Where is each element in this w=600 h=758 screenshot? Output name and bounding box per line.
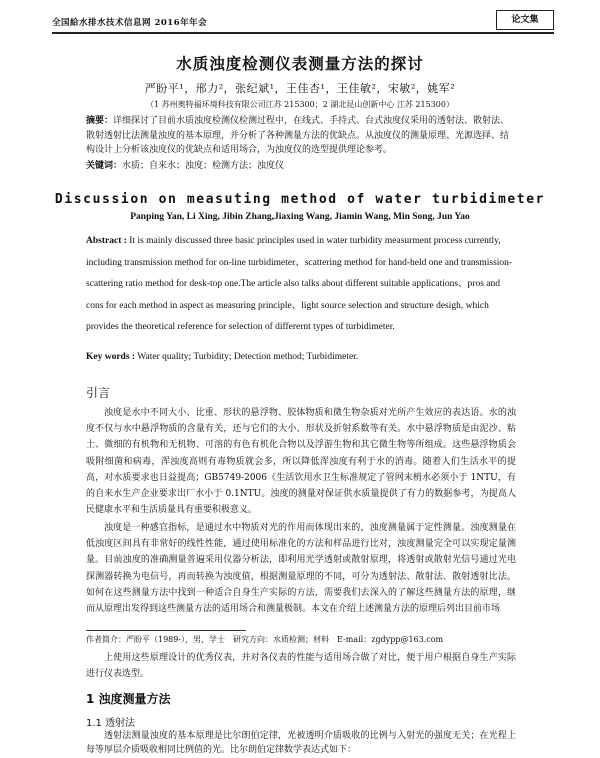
paper-title-cn: 水质浊度检测仪表测量方法的探讨 <box>176 55 424 73</box>
keywords-en-text: Water quality; Turbidity; Detection method; Turbidimeter. <box>137 352 359 362</box>
section-1-1-paragraph: 透射法测量浊度的基本原理是比尔朗伯定律，光被透明介质吸收的比例与入射光的强度无关；在光程上每等厚层介质吸收相同比例值的光。比尔朗伯定律数学表达式如下： <box>86 731 516 755</box>
author-footnote: 作者简介：严盼平（1989-），男，学士 研究方向：水质检测；材料 E-mail：zgdypp@163.com <box>86 635 444 644</box>
abstract-en <box>86 231 516 339</box>
abstract-en-label: Abstract : <box>86 236 127 246</box>
paper-title-en: Discussion on measuting method of water turbidimeter <box>54 192 546 207</box>
authors-en: Panping Yan, Li Xing, Jibin Zhang,Jiaxing Wang, Jiamin Wang, Min Song, Jun Yao <box>130 212 470 222</box>
authors-cn: 严盼平¹，邢力²，张纪斌¹，王佳杏¹，王佳敏²，宋敏²，姚军² <box>144 82 456 95</box>
section-1-heading: 1 浊度测量方法 <box>86 692 171 706</box>
footnote-divider <box>86 630 246 631</box>
keywords-en-label: Key words : <box>86 352 136 362</box>
keywords-cn-label: 关键词： <box>86 161 123 171</box>
abstract-cn-label: 摘要： <box>86 116 114 126</box>
intro-heading: 引言 <box>86 386 111 400</box>
keywords-cn <box>86 158 516 171</box>
keywords-en <box>86 352 516 362</box>
intro-paragraph-1: 浊度是水中不同大小、比重、形状的悬浮物、胶体物质和微生物杂质对光所产生效应的表达语。水的浊度不仅与水中悬浮物质的含量有关，还与它们的大小、形状及折射系数等有关。水中悬浮物质是由泥沙、粘土、微细的有机物和无机物、可溶的有色有机化合物以及浮游生物和其它微生物等所组成。这些悬浮物质会吸附细菌和病毒，浑浊度高则有毒物质就会多，所以降低浑浊度有利于水的消毒。随着人们生活水平的提高，对水质要求也日益提高；GB5749-2006《生活饮用水卫生标准规定了管网末梢水必须小于 1NTU，有的自来水生产企业要求出厂水小于 0.1NTU。浊度的测量对保证供水质量提供了有力的数据参考，为提高人民健康水平和生活质量具有重要积极意义。 <box>86 408 516 516</box>
section-tag: 论文集 <box>496 10 554 30</box>
keywords-cn-text: 水质；自来水；浊度；检测方法；浊度仪 <box>122 161 285 171</box>
abstract-cn-text: 详细探讨了目前水质浊度检测仪检测过程中，在线式、手持式、台式浊度仪采用的透射法、散射法、散射透射比法测量浊度的基本原理，并分析了各种测量方法的优缺点。从浊度仪的测量原理、光源选择、结构设计上分析该浊度仪的优缺点和适用场合，为浊度仪的选型提供理论参考。 <box>86 116 510 155</box>
running-header <box>52 14 554 34</box>
section-1-1-heading: 1.1 透射法 <box>86 718 136 729</box>
intro-paragraph-2: 浊度是一种感官指标，是通过水中物质对光的作用而体现出来的，浊度测量属于定性测量。浊度测量在低浊度区间具有非常好的线性性能，通过使用标准化的方法和样品进行比对，浊度测量完全可以实现定量测量。目前浊度的准确测量普遍采用仪器分析法，即利用光学透射或散射原理，将透射或散射光信号通过光电探测器转换为电信号，再而转换为浊度值，根据测量原理的不同，可分为透射法、散射法、散射透射比法。如何在这些测量方法中找到一种适合自身生产实际的方法，需要我们去深入的了解这些测量方法的原理，继而从原理出发得到这些测量方法的适用场合和测量极制。本文在介绍上述测量方法的原理后列出目前市场 <box>86 523 516 615</box>
journal-name: 全国給水排水技术信息网 2016年年会 <box>52 18 208 28</box>
abstract-cn <box>86 114 516 158</box>
abstract-en-text: It is mainly discussed three basic principles used in water turbidity measurment process currently, including transmission method for on-line turbidimeter、scattering method for hand-held one and transmission-scattering ratio method for desk-top one.The article also talks about different suitable applications、pros and cons for each method in aspect as measuring principle、light source selection and structure desigh, which provides the theoretical reference for selection of differernt types of turbidimeter. <box>86 236 513 333</box>
intro-paragraph-3: 上使用这些原理设计的优秀仪表，并对各仪表的性能与适用场合做了对比，便于用户根据自身生产实际进行仪表选型。 <box>86 653 516 680</box>
affiliation-cn: （1 苏州奥特福环境科技有限公司江苏 215300；2 湖北昆山创新中心 江苏 215300） <box>146 100 454 109</box>
